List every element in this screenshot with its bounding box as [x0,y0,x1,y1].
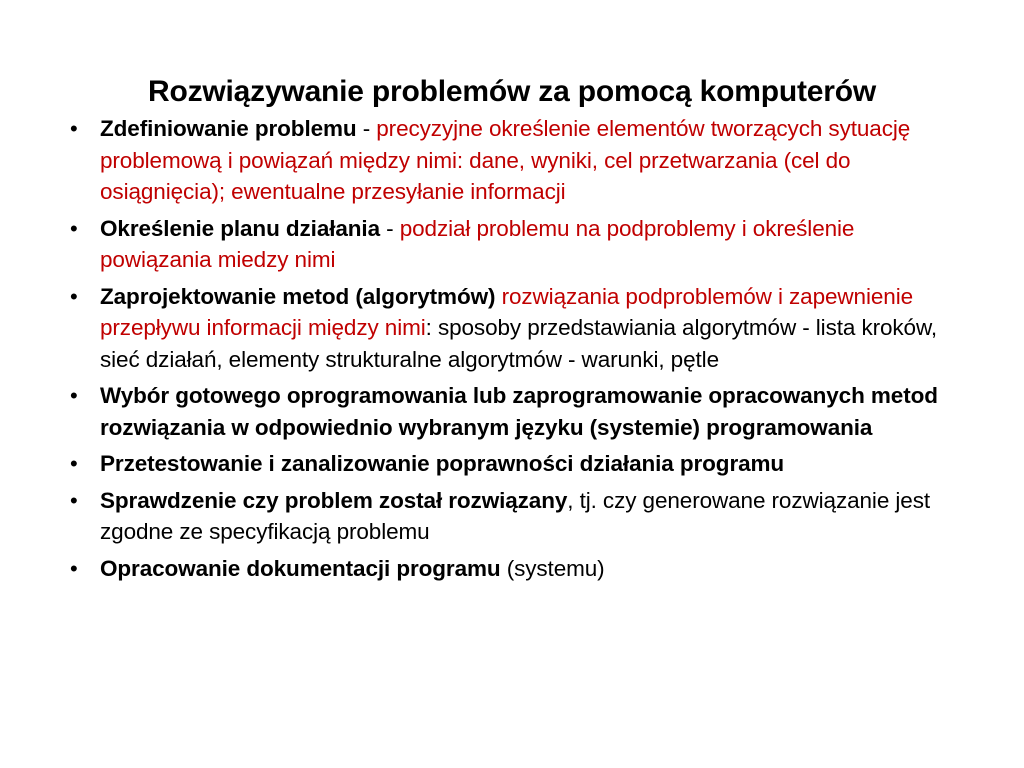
bullet-text: - [380,215,400,241]
bullet-item [70,213,960,276]
bullet-description-highlight: podział problemu na podproblemy i określenie powiązania miedzy nimi [100,215,855,272]
bullet-dot-icon: • [70,487,78,513]
bullet-description-highlight: precyzyjne określenie elementów tworzących sytuację problemową i powiązań między nimi: dane, wyniki, cel przetwarzania (cel do osiągnięcia); ewentualne przesyłanie informacji [100,116,911,204]
bullet-item [70,553,960,585]
bullet-dot-icon: • [70,116,78,141]
bullet-dot-icon: • [70,283,78,309]
bullet-dot-icon: • [70,451,78,476]
bullet-list [70,113,960,589]
bullet-dot-icon: • [70,215,78,241]
bullet-text: , tj. czy generowane rozwiązanie jest zgodne ze specyfikacją problemu [100,487,931,544]
bullet-text: - [356,116,377,141]
bullet-description-highlight: rozwiązania podproblemów i zapewnienie przepływu informacji między nimi [100,283,914,340]
bullet-heading: Zdefiniowanie problemu [100,116,357,141]
bullet-item [70,380,960,443]
bullet-heading: Wybór gotowego oprogramowania lub zaprogramowanie opracowanych metod rozwiązania w odpowiednio wybranym języku (systemie) programowania [100,383,938,440]
bullet-text: (systemu) [500,555,605,581]
bullet-heading: Określenie planu działania [100,215,381,241]
bullet-item [70,113,960,208]
bullet-heading: Opracowanie dokumentacji programu [100,555,501,581]
slide-title: Rozwiązywanie problemów za pomocą komputerów [148,75,876,109]
bullet-dot-icon: • [70,555,78,581]
bullet-heading: Sprawdzenie czy problem został rozwiązany [100,487,568,513]
bullet-text: : sposoby przedstawiania algorytmów - lista kroków, sieć działań, elementy strukturalne algorytmów - warunki, pętle [100,315,938,372]
bullet-heading: Przetestowanie i zanalizowanie poprawności działania programu [100,451,785,476]
bullet-item [70,485,960,548]
bullet-item [70,448,960,480]
bullet-dot-icon: • [70,383,78,408]
bullet-item [70,281,960,376]
bullet-heading: Zaprojektowanie metod (algorytmów) [100,283,496,309]
